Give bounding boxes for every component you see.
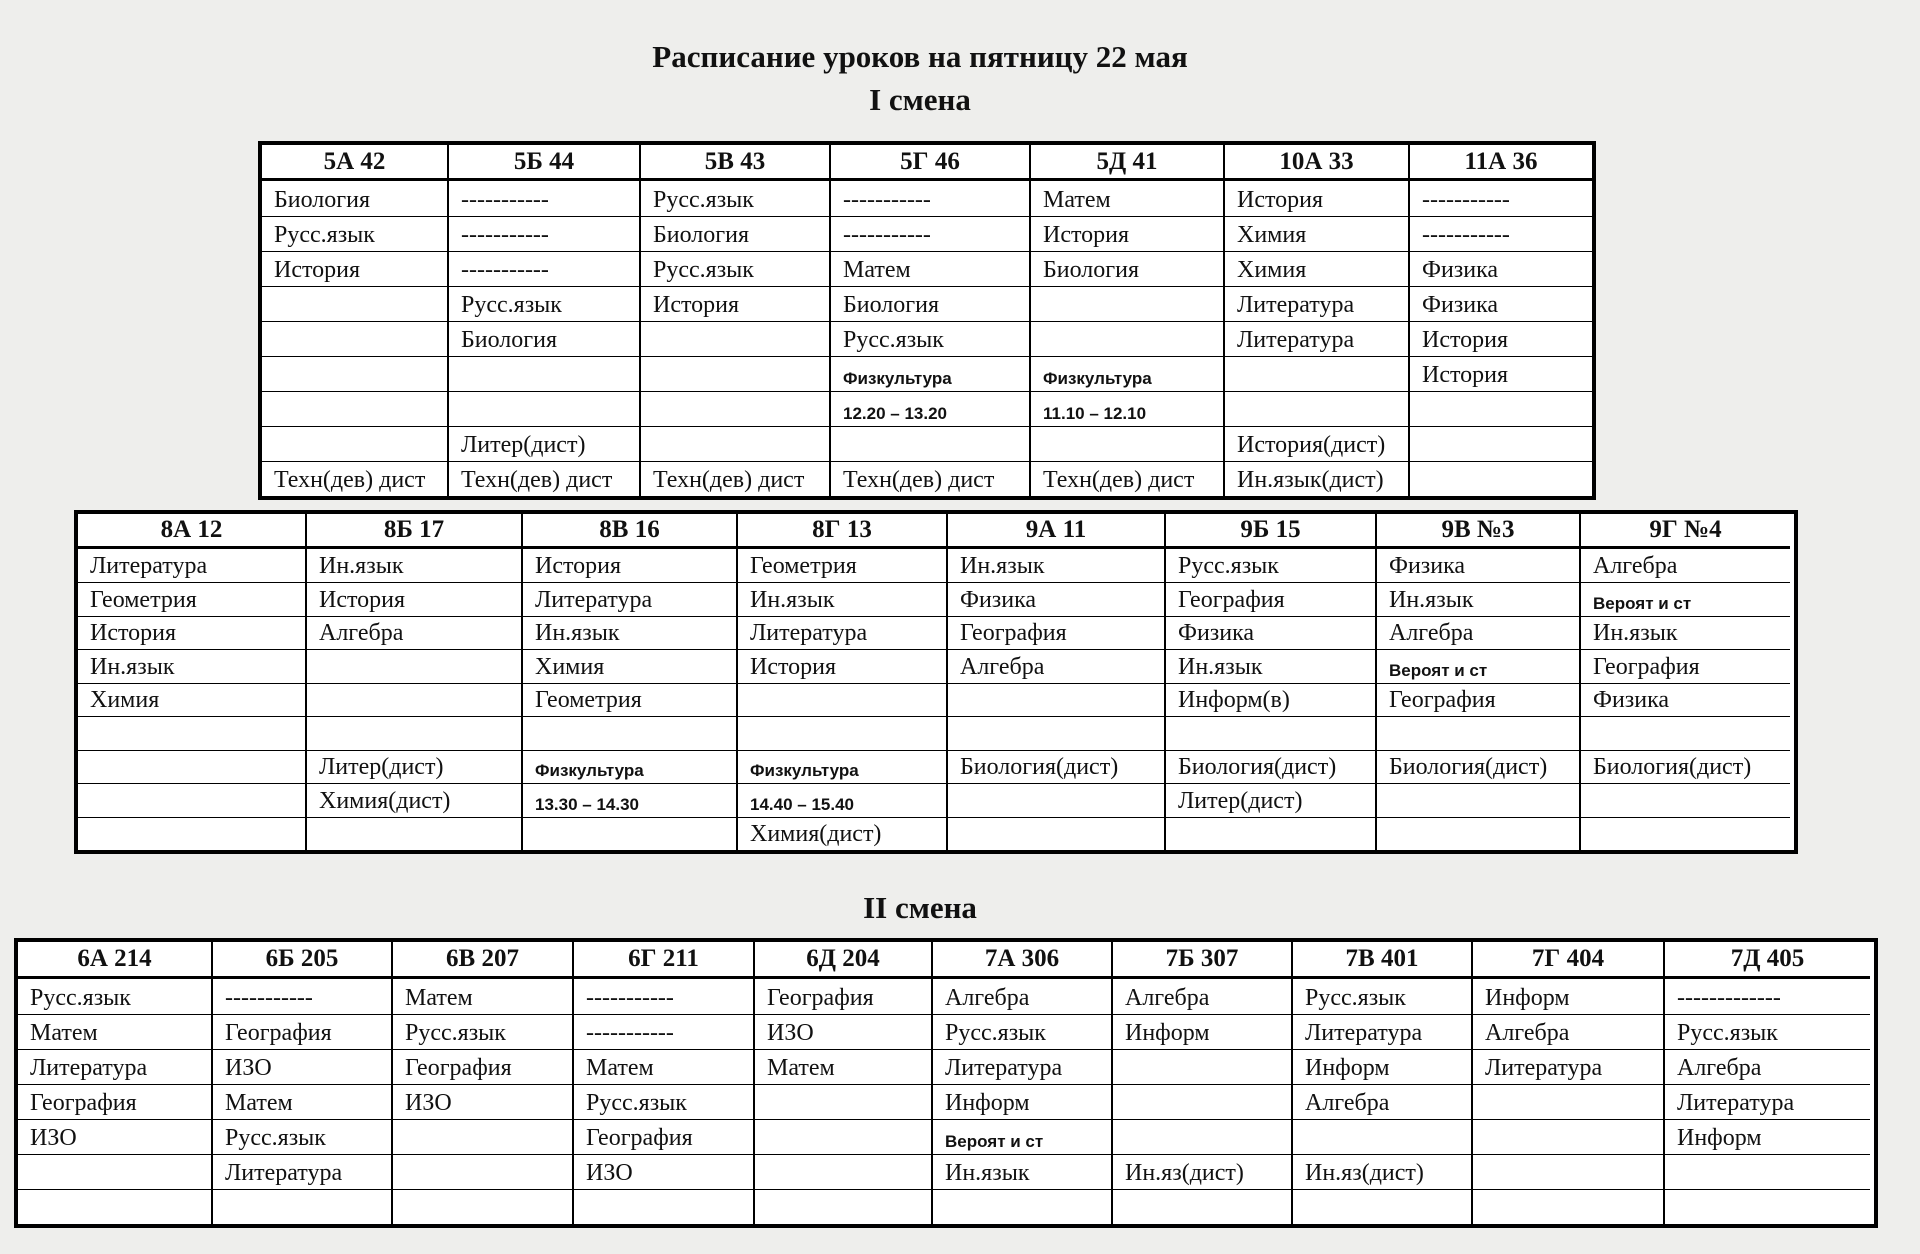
lesson-cell: Ин.язык (523, 616, 736, 649)
shift-one-heading: I смена (869, 82, 971, 117)
class-header: 9Б 15 (1166, 514, 1375, 549)
lesson-cell: 12.20 – 13.20 (831, 391, 1029, 426)
lesson-cell: Алгебра (1125, 985, 1210, 1011)
lesson-cell: География (213, 1014, 391, 1049)
lesson-cell: История (1410, 321, 1592, 356)
lesson-cell: География (948, 616, 1164, 649)
lesson-cell (1473, 1154, 1663, 1189)
lesson-cell: История (641, 286, 829, 321)
lesson-cell (1410, 391, 1592, 426)
class-column (78, 514, 305, 850)
class-header: 5А 42 (262, 145, 447, 181)
lesson-cell: Вероят и ст (1581, 582, 1790, 615)
lesson-cell: География (574, 1119, 753, 1154)
lesson-cell: Информ(в) (1166, 683, 1375, 716)
class-column (1164, 514, 1375, 850)
lesson-cell (641, 321, 829, 356)
lesson-cell (1113, 1084, 1291, 1119)
lesson-cell: Литература (523, 582, 736, 615)
lesson-cell: Техн(дев) дист (1031, 461, 1223, 496)
lesson-cell (262, 321, 447, 356)
lesson-cell (1410, 426, 1592, 461)
lesson-cell: Матем (755, 1049, 931, 1084)
lesson-cell: Матем (574, 1049, 753, 1084)
lesson-cell: Физкультура (831, 356, 1029, 391)
lesson-cell: Биология (831, 286, 1029, 321)
lesson-cell: Литература (1225, 286, 1408, 321)
lesson-cell: Литература (738, 616, 946, 649)
lesson-cell: Русс.язык (933, 1014, 1111, 1049)
class-column (262, 145, 447, 496)
lesson-cell: Русс.язык (574, 1084, 753, 1119)
lesson-cell: ----------- (1422, 187, 1510, 213)
class-column (1291, 942, 1471, 1224)
lesson-cell (755, 1119, 931, 1154)
lesson-cell (755, 1154, 931, 1189)
lesson-cell: Литература (213, 1154, 391, 1189)
lesson-cell: Литер(дист) (1166, 783, 1375, 816)
lesson-cell: ----------- (1410, 216, 1592, 251)
lesson-cell (523, 817, 736, 850)
lesson-cell (393, 1189, 572, 1224)
lesson-cell (393, 1119, 572, 1154)
class-header: 8А 12 (78, 514, 305, 549)
lesson-cell: Ин.язык (1166, 649, 1375, 682)
class-column (1111, 942, 1291, 1224)
lesson-cell: Алгебра (1377, 616, 1579, 649)
lesson-cell: История (1031, 216, 1223, 251)
class-column (211, 942, 391, 1224)
class-column (391, 942, 572, 1224)
lesson-cell (307, 649, 521, 682)
lesson-cell: Литература (18, 1049, 211, 1084)
lesson-cell: Химия(дист) (307, 783, 521, 816)
lesson-cell: Химия(дист) (738, 817, 946, 850)
class-header: 9В №3 (1377, 514, 1579, 549)
lesson-cell: Алгебра (307, 616, 521, 649)
lesson-cell: История (535, 553, 622, 580)
lesson-cell: История(дист) (1225, 426, 1408, 461)
lesson-cell: Физика (1581, 683, 1790, 716)
lesson-cell: 13.30 – 14.30 (523, 783, 736, 816)
lesson-cell: ИЗО (574, 1154, 753, 1189)
class-header: 6Б 205 (213, 942, 391, 979)
lesson-cell (1410, 461, 1592, 496)
lesson-cell: Техн(дев) дист (262, 461, 447, 496)
lesson-cell: ИЗО (755, 1014, 931, 1049)
lesson-cell: Алгебра (1293, 1084, 1471, 1119)
lesson-cell: Русс.язык (1178, 553, 1279, 580)
lesson-cell: Русс.язык (393, 1014, 572, 1049)
class-column (1471, 942, 1663, 1224)
lesson-cell: География (767, 985, 874, 1011)
schedule-shift2 (14, 938, 1878, 1228)
class-column (1029, 145, 1223, 496)
schedule-shift1-lower (74, 510, 1798, 854)
lesson-cell: Ин.язык (78, 649, 305, 682)
lesson-cell (307, 716, 521, 749)
class-column (753, 942, 931, 1224)
lesson-cell (1377, 817, 1579, 850)
lesson-cell: Биология(дист) (1581, 750, 1790, 783)
lesson-cell: ----------- (449, 216, 639, 251)
lesson-cell (574, 1189, 753, 1224)
lesson-cell: Ин.язык (960, 553, 1045, 580)
lesson-cell (307, 683, 521, 716)
lesson-cell (1225, 356, 1408, 391)
lesson-cell: История (262, 251, 447, 286)
lesson-cell (1293, 1189, 1471, 1224)
lesson-cell (1377, 716, 1579, 749)
lesson-cell: Информ (1113, 1014, 1291, 1049)
lesson-cell: Матем (831, 251, 1029, 286)
lesson-cell: Физика (1389, 553, 1466, 580)
lesson-cell (948, 683, 1164, 716)
lesson-cell (1113, 1189, 1291, 1224)
class-column (946, 514, 1164, 850)
lesson-cell: Физкультура (738, 750, 946, 783)
lesson-cell: Геометрия (523, 683, 736, 716)
class-header: 9А 11 (948, 514, 1164, 549)
lesson-cell: Биология (274, 187, 371, 213)
lesson-cell: Литература (933, 1049, 1111, 1084)
lesson-cell: История (307, 582, 521, 615)
lesson-cell: Информ (933, 1084, 1111, 1119)
class-header: 9Г №4 (1581, 514, 1790, 549)
lesson-cell: Ин.язык (1377, 582, 1579, 615)
class-column (1579, 514, 1790, 850)
lesson-cell: Химия (78, 683, 305, 716)
lesson-cell (1113, 1119, 1291, 1154)
lesson-cell (78, 783, 305, 816)
lesson-cell (262, 426, 447, 461)
lesson-cell: География (393, 1049, 572, 1084)
lesson-cell: Ин.язык (933, 1154, 1111, 1189)
lesson-cell: Информ (1665, 1119, 1870, 1154)
lesson-cell: Литература (1293, 1014, 1471, 1049)
class-header: 7Д 405 (1665, 942, 1870, 979)
lesson-cell: Литер(дист) (307, 750, 521, 783)
lesson-cell: ИЗО (213, 1049, 391, 1084)
lesson-cell: ------------- (1677, 985, 1781, 1011)
lesson-cell (1166, 817, 1375, 850)
lesson-cell: Техн(дев) дист (449, 461, 639, 496)
lesson-cell (1031, 426, 1223, 461)
lesson-cell (262, 391, 447, 426)
lesson-cell (738, 683, 946, 716)
lesson-cell: История (738, 649, 946, 682)
lesson-cell: Физика (948, 582, 1164, 615)
lesson-cell (449, 391, 639, 426)
lesson-cell: Алгебра (948, 649, 1164, 682)
lesson-cell: Русс.язык (449, 286, 639, 321)
lesson-cell (933, 1189, 1111, 1224)
class-column (447, 145, 639, 496)
lesson-cell (1113, 1049, 1291, 1084)
class-header: 6А 214 (18, 942, 211, 979)
class-column (931, 942, 1111, 1224)
lesson-cell (262, 286, 447, 321)
lesson-cell: История (1237, 187, 1324, 213)
lesson-cell: Ин.язык(дист) (1225, 461, 1408, 496)
lesson-cell (755, 1084, 931, 1119)
lesson-cell (948, 716, 1164, 749)
lesson-cell: Вероят и ст (933, 1119, 1111, 1154)
lesson-cell (1473, 1119, 1663, 1154)
lesson-cell: Русс.язык (653, 187, 754, 213)
lesson-cell: География (1377, 683, 1579, 716)
lesson-cell (18, 1154, 211, 1189)
lesson-cell: Техн(дев) дист (831, 461, 1029, 496)
class-header: 5Г 46 (831, 145, 1029, 181)
class-header: 7А 306 (933, 942, 1111, 979)
class-column (521, 514, 736, 850)
class-header: 5Б 44 (449, 145, 639, 181)
lesson-cell: Русс.язык (641, 251, 829, 286)
class-column (639, 145, 829, 496)
lesson-cell (78, 817, 305, 850)
lesson-cell: Биология(дист) (1377, 750, 1579, 783)
lesson-cell: Ин.яз(дист) (1113, 1154, 1291, 1189)
lesson-cell (307, 817, 521, 850)
lesson-cell: Вероят и ст (1377, 649, 1579, 682)
lesson-cell: Информ (1485, 985, 1570, 1011)
class-header: 8В 16 (523, 514, 736, 549)
lesson-cell (393, 1154, 572, 1189)
lesson-cell: Русс.язык (831, 321, 1029, 356)
lesson-cell (738, 716, 946, 749)
lesson-cell: Химия (523, 649, 736, 682)
lesson-cell (262, 356, 447, 391)
lesson-cell (1377, 783, 1579, 816)
lesson-cell: ----------- (461, 187, 549, 213)
class-header: 10А 33 (1225, 145, 1408, 181)
lesson-cell (1581, 716, 1790, 749)
lesson-cell: Биология(дист) (948, 750, 1164, 783)
lesson-cell: ----------- (574, 1014, 753, 1049)
lesson-cell: Матем (18, 1014, 211, 1049)
lesson-cell: Биология (1031, 251, 1223, 286)
class-header: 8Б 17 (307, 514, 521, 549)
class-header: 5Д 41 (1031, 145, 1223, 181)
class-header: 7Б 307 (1113, 942, 1291, 979)
lesson-cell: Физика (1410, 286, 1592, 321)
class-header: 8Г 13 (738, 514, 946, 549)
lesson-cell: Русс.язык (1305, 985, 1406, 1011)
lesson-cell: Ин.язык (738, 582, 946, 615)
class-header: 7Г 404 (1473, 942, 1663, 979)
lesson-cell (1581, 783, 1790, 816)
class-column (829, 145, 1029, 496)
class-column (736, 514, 946, 850)
lesson-cell (1225, 391, 1408, 426)
lesson-cell: ----------- (586, 985, 674, 1011)
class-column (1408, 145, 1592, 496)
class-column (1375, 514, 1579, 850)
lesson-cell: История (1410, 356, 1592, 391)
shift-two-heading: II смена (863, 890, 977, 925)
lesson-cell: ----------- (843, 187, 931, 213)
class-column (305, 514, 521, 850)
class-header: 6Г 211 (574, 942, 753, 979)
page-title: Расписание уроков на пятницу 22 мая (652, 39, 1188, 74)
lesson-cell: 14.40 – 15.40 (738, 783, 946, 816)
lesson-cell (948, 783, 1164, 816)
lesson-cell: Алгебра (1473, 1014, 1663, 1049)
lesson-cell: География (1581, 649, 1790, 682)
lesson-cell: Матем (405, 985, 473, 1011)
lesson-cell (831, 426, 1029, 461)
lesson-cell (755, 1189, 931, 1224)
lesson-cell: Ин.язык (1581, 616, 1790, 649)
lesson-cell (449, 356, 639, 391)
lesson-cell: Информ (1293, 1049, 1471, 1084)
lesson-cell: Алгебра (1593, 553, 1678, 580)
lesson-cell (641, 356, 829, 391)
lesson-cell: Биология (449, 321, 639, 356)
lesson-cell (18, 1189, 211, 1224)
lesson-cell: Русс.язык (213, 1119, 391, 1154)
lesson-cell: Биология(дист) (1166, 750, 1375, 783)
lesson-cell: Русс.язык (30, 985, 131, 1011)
lesson-cell (1473, 1084, 1663, 1119)
lesson-cell: ----------- (831, 216, 1029, 251)
class-column (572, 942, 753, 1224)
lesson-cell: Химия (1225, 251, 1408, 286)
lesson-cell: Физика (1166, 616, 1375, 649)
lesson-cell: Физкультура (1031, 356, 1223, 391)
class-header: 11А 36 (1410, 145, 1592, 181)
lesson-cell: Ин.язык (319, 553, 404, 580)
lesson-cell: Матем (1043, 187, 1111, 213)
lesson-cell: Литература (90, 553, 208, 580)
lesson-cell: Биология (641, 216, 829, 251)
class-column (18, 942, 211, 1224)
lesson-cell (1473, 1189, 1663, 1224)
lesson-cell (1665, 1154, 1870, 1189)
lesson-cell: Геометрия (750, 553, 857, 580)
lesson-cell (1293, 1119, 1471, 1154)
lesson-cell: Русс.язык (1665, 1014, 1870, 1049)
lesson-cell: История (78, 616, 305, 649)
lesson-cell: География (18, 1084, 211, 1119)
lesson-cell (1031, 321, 1223, 356)
lesson-cell: Литература (1665, 1084, 1870, 1119)
lesson-cell (78, 716, 305, 749)
class-header: 6Д 204 (755, 942, 931, 979)
lesson-cell: ИЗО (393, 1084, 572, 1119)
lesson-cell: Литература (1225, 321, 1408, 356)
lesson-cell (1665, 1189, 1870, 1224)
lesson-cell (523, 716, 736, 749)
lesson-cell: Матем (213, 1084, 391, 1119)
lesson-cell: Литер(дист) (449, 426, 639, 461)
lesson-cell (1166, 716, 1375, 749)
lesson-cell (641, 391, 829, 426)
lesson-cell (641, 426, 829, 461)
schedule-shift1-upper (258, 141, 1596, 500)
class-header: 6В 207 (393, 942, 572, 979)
lesson-cell: Физкультура (523, 750, 736, 783)
lesson-cell: Физика (1410, 251, 1592, 286)
class-header: 5В 43 (641, 145, 829, 181)
lesson-cell: Алгебра (945, 985, 1030, 1011)
lesson-cell: ----------- (449, 251, 639, 286)
lesson-cell: Техн(дев) дист (641, 461, 829, 496)
lesson-cell: Ин.яз(дист) (1293, 1154, 1471, 1189)
lesson-cell: География (1166, 582, 1375, 615)
lesson-cell (78, 750, 305, 783)
lesson-cell: Геометрия (78, 582, 305, 615)
lesson-cell: Русс.язык (262, 216, 447, 251)
lesson-cell: Литература (1473, 1049, 1663, 1084)
class-header: 7В 401 (1293, 942, 1471, 979)
class-column (1223, 145, 1408, 496)
lesson-cell: 11.10 – 12.10 (1031, 391, 1223, 426)
lesson-cell (213, 1189, 391, 1224)
lesson-cell: ИЗО (18, 1119, 211, 1154)
lesson-cell (948, 817, 1164, 850)
lesson-cell: ----------- (225, 985, 313, 1011)
lesson-cell (1031, 286, 1223, 321)
lesson-cell: Алгебра (1665, 1049, 1870, 1084)
class-column (1663, 942, 1870, 1224)
lesson-cell: Химия (1225, 216, 1408, 251)
lesson-cell (1581, 817, 1790, 850)
